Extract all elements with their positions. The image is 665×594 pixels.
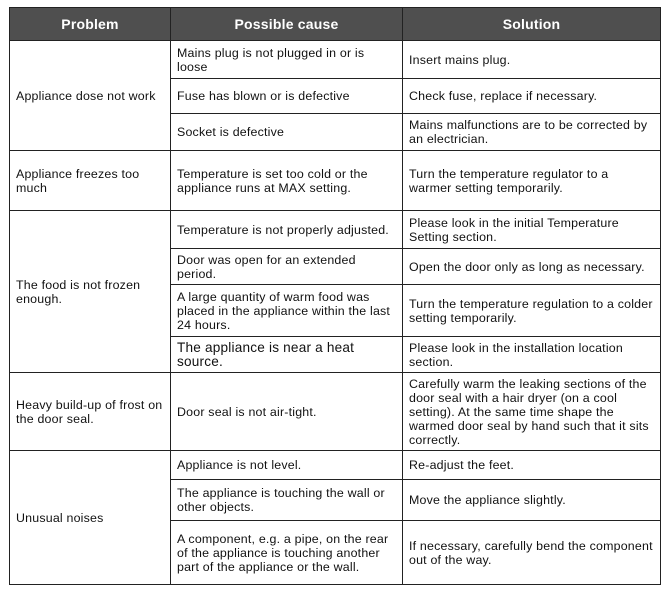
cause-cell: Fuse has blown or is defective: [171, 79, 403, 114]
cause-cell: The appliance is touching the wall or other objects.: [171, 480, 403, 521]
problem-cell: Appliance dose not work: [10, 41, 171, 151]
cause-cell: A large quantity of warm food was placed in the appliance within the last 24 hours.: [171, 285, 403, 337]
table-row: [10, 151, 661, 211]
troubleshooting-table: [9, 7, 661, 585]
solution-cell: If necessary, carefully bend the component out of the way.: [403, 521, 661, 585]
solution-cell: Move the appliance slightly.: [403, 480, 661, 521]
solution-cell: Open the door only as long as necessary.: [403, 249, 661, 285]
solution-cell: Carefully warm the leaking sections of the door seal with a hair dryer (on a cool setting). At the same time shape the warmed door seal by hand such that it sits correctly.: [403, 373, 661, 451]
solution-cell: Mains malfunctions are to be corrected by an electrician.: [403, 114, 661, 151]
cause-cell: Socket is defective: [171, 114, 403, 151]
solution-cell: Please look in the installation location section.: [403, 337, 661, 373]
header-possible-cause: Possible cause: [171, 8, 403, 41]
cause-cell: Appliance is not level.: [171, 451, 403, 480]
solution-cell: Insert mains plug.: [403, 41, 661, 79]
solution-cell: Turn the temperature regulator to a warmer setting temporarily.: [403, 151, 661, 211]
solution-cell: Re-adjust the feet.: [403, 451, 661, 480]
cause-cell: Door seal is not air-tight.: [171, 373, 403, 451]
problem-cell: Appliance freezes too much: [10, 151, 171, 211]
problem-cell: Heavy build-up of frost on the door seal.: [10, 373, 171, 451]
header-solution: Solution: [403, 8, 661, 41]
cause-cell: Mains plug is not plugged in or is loose: [171, 41, 403, 79]
solution-cell: Check fuse, replace if necessary.: [403, 79, 661, 114]
table-row: [10, 373, 661, 451]
header-row: [10, 8, 661, 41]
cause-cell: Door was open for an extended period.: [171, 249, 403, 285]
cause-cell: Temperature is set too cold or the appliance runs at MAX setting.: [171, 151, 403, 211]
cause-cell: A component, e.g. a pipe, on the rear of the appliance is touching another part of the appliance or the wall.: [171, 521, 403, 585]
problem-cell: The food is not frozen enough.: [10, 211, 171, 373]
problem-cell: Unusual noises: [10, 451, 171, 585]
cause-cell: The appliance is near a heat source.: [171, 337, 403, 373]
table-row: [10, 451, 661, 480]
cause-cell: Temperature is not properly adjusted.: [171, 211, 403, 249]
solution-cell: Turn the temperature regulation to a colder setting temporarily.: [403, 285, 661, 337]
table-row: [10, 211, 661, 249]
table-row: [10, 41, 661, 79]
solution-cell: Please look in the initial Temperature Setting section.: [403, 211, 661, 249]
header-problem: Problem: [10, 8, 171, 41]
